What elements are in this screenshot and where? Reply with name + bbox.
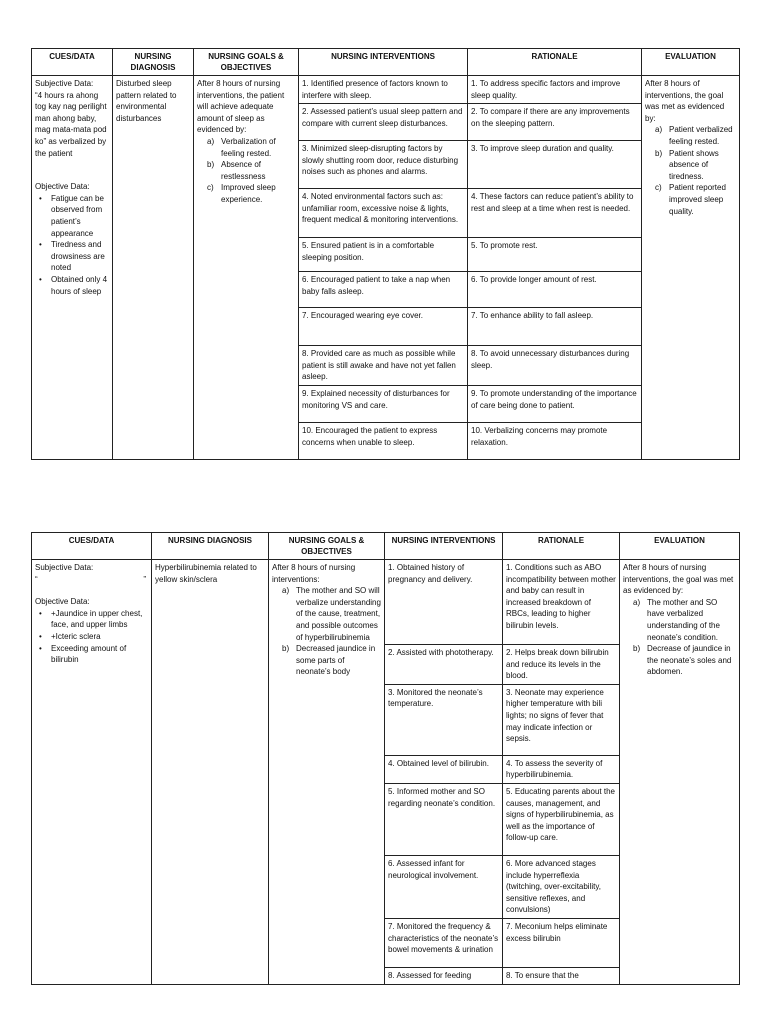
intervention-cell: 1. Obtained history of pregnancy and delivery. <box>385 560 503 645</box>
intervention-cell: 1. Identified presence of factors known to interfere with sleep. <box>299 76 468 104</box>
goals-intro: After 8 hours of nursing interventions, the patient will achieve adequate amount of sleep as evidenced by: <box>197 79 285 135</box>
list-item: b) Absence of restlessness <box>207 160 266 181</box>
intervention-cell: 7. Encouraged wearing eye cover. <box>299 308 468 346</box>
intervention-cell: 2. Assessed patient’s usual sleep pattern and compare with current sleep disturbances. <box>299 104 468 141</box>
cues-cell <box>32 76 113 460</box>
intervention-cell: 8. Provided care as much as possible while patient is still awake and have not yet fallen asleep. <box>299 346 468 386</box>
rationale-cell: 8. To ensure that the <box>503 967 620 984</box>
rationale-cell: 2. To compare if there are any improvements on the sleeping pattern. <box>468 104 642 141</box>
intervention-cell: 4. Obtained level of bilirubin. <box>385 755 503 783</box>
rationale-cell: 4. These factors can reduce patient’s ability to rest and sleep at a time when rest is needed. <box>468 189 642 238</box>
list-item: a) The mother and SO will verbalize understanding of the cause, treatment, and possible outcomes of hyperbilirubinemia <box>282 586 381 642</box>
list-item: a) Patient verbalized feeling rested. <box>655 125 733 146</box>
diagnosis-cell: Disturbed sleep pattern related to environmental disturbances <box>113 76 194 460</box>
care-plan-table-2 <box>31 532 739 985</box>
rationale-cell: 1. Conditions such as ABO incompatibility between mother and baby can result in increased breakdown of RBCs, leading to higher bilirubin levels. <box>503 560 620 645</box>
list-item: c) Patient reported improved sleep quality. <box>655 183 726 216</box>
header-evaluation: EVALUATION <box>642 49 740 76</box>
header-rationale: RATIONALE <box>503 533 620 560</box>
list-item: b) Decreased jaundice in some parts of neonate’s body <box>282 644 376 677</box>
header-interventions: NURSING INTERVENTIONS <box>385 533 503 560</box>
intervention-cell: 4. Noted environmental factors such as: unfamiliar room, excessive noise & lights, frequent medical & monitoring interventions. <box>299 189 468 238</box>
rationale-cell: 5. Educating parents about the causes, management, and signs of hyperbilirubinemia, as well as the importance of follow-up care. <box>503 783 620 855</box>
intervention-cell: 7. Monitored the frequency & characteristics of the neonate’s bowel movements & urination <box>385 918 503 967</box>
rationale-cell: 1. To address specific factors and improve sleep quality. <box>468 76 642 104</box>
intervention-cell: 2. Assisted with phototherapy. <box>385 645 503 685</box>
list-item: • Exceeding amount of bilirubin <box>51 643 148 666</box>
subjective-quote: “ ” <box>35 574 146 584</box>
evaluation-cell <box>620 560 740 985</box>
evaluation-list <box>645 124 736 217</box>
objective-label: Objective Data: <box>35 597 90 607</box>
intervention-cell: 10. Encouraged the patient to express concerns when unable to sleep. <box>299 422 468 459</box>
rationale-cell: 4. To assess the severity of hyperbilirubinemia. <box>503 755 620 783</box>
rationale-cell: 8. To avoid unnecessary disturbances during sleep. <box>468 346 642 386</box>
rationale-cell: 6. To provide longer amount of rest. <box>468 272 642 308</box>
care-plan-table-1 <box>31 48 739 460</box>
intervention-cell: 5. Informed mother and SO regarding neonate’s condition. <box>385 783 503 855</box>
objective-label: Objective Data: <box>35 182 90 192</box>
rationale-cell: 7. To enhance ability to fall asleep. <box>468 308 642 346</box>
header-goals: NURSING GOALS & OBJECTIVES <box>269 533 385 560</box>
list-item: • +Jaundice in upper chest, face, and upper limbs <box>51 608 148 631</box>
subjective-label: Subjective Data: <box>35 563 94 572</box>
list-item: b) Decrease of jaundice in the neonate’s soles and abdomen. <box>633 644 732 677</box>
intervention-cell: 6. Encouraged patient to take a nap when baby falls asleep. <box>299 272 468 308</box>
header-cues: CUES/DATA <box>32 533 152 560</box>
goals-list <box>197 136 295 206</box>
intervention-cell: 3. Minimized sleep-disrupting factors by slowly shutting room door, reduce disturbing noises such as phones and alarms. <box>299 141 468 189</box>
header-interventions: NURSING INTERVENTIONS <box>299 49 468 76</box>
rationale-cell: 10. Verbalizing concerns may promote relaxation. <box>468 422 642 459</box>
care-plan-hyperbilirubinemia <box>31 532 740 985</box>
table-row <box>32 76 740 104</box>
header-evaluation: EVALUATION <box>620 533 740 560</box>
intervention-cell: 9. Explained necessity of disturbances for monitoring VS and care. <box>299 385 468 422</box>
evaluation-list <box>623 597 736 678</box>
intervention-cell: 8. Assessed for feeding <box>385 967 503 984</box>
header-diagnosis: NURSING DIAGNOSIS <box>152 533 269 560</box>
intervention-cell: 6. Assessed infant for neurological involvement. <box>385 855 503 918</box>
header-cues: CUES/DATA <box>32 49 113 76</box>
list-item: • Obtained only 4 hours of sleep <box>51 274 109 297</box>
rationale-cell: 5. To promote rest. <box>468 238 642 272</box>
goals-cell <box>269 560 385 985</box>
rationale-cell: 2. Helps break down bilirubin and reduce its levels in the blood. <box>503 645 620 685</box>
objective-list <box>35 193 109 297</box>
objective-list <box>35 608 148 666</box>
list-item: a) Verbalization of feeling rested. <box>207 136 276 158</box>
subjective-text: “4 hours ra ahong tog kay nag perilight man ahong baby, mag mata-mata pod ko” as verbalized by the patient <box>35 90 107 158</box>
header-row <box>32 533 740 560</box>
rationale-cell: 3. Neonate may experience higher temperature with bili lights; no signs of fever that may indicate infection or sepsis. <box>503 684 620 755</box>
header-row <box>32 49 740 76</box>
rationale-cell: 6. More advanced stages include hyperreflexia (twitching, over-excitability, sensitive reflexes, and convulsions) <box>503 855 620 918</box>
list-item: • Fatigue can be observed from patient’s appearance <box>51 193 109 239</box>
list-item: c) Improved sleep experience. <box>207 183 276 204</box>
header-goals: NURSING GOALS & OBJECTIVES <box>194 49 299 76</box>
evaluation-cell <box>642 76 740 460</box>
list-item: b) Patient shows absence of tiredness. <box>655 148 719 181</box>
evaluation-intro: After 8 hours of nursing interventions, the goal was met as evidenced by: <box>623 563 734 596</box>
intervention-cell: 3. Monitored the neonate’s temperature. <box>385 684 503 755</box>
diagnosis-cell: Hyperbilirubinemia related to yellow skin/sclera <box>152 560 269 985</box>
evaluation-intro: After 8 hours of interventions, the goal was met as evidenced by: <box>645 79 725 123</box>
goals-list <box>272 585 381 678</box>
rationale-cell: 3. To improve sleep duration and quality. <box>468 141 642 189</box>
header-diagnosis: NURSING DIAGNOSIS <box>113 49 194 76</box>
cues-cell <box>32 560 152 985</box>
rationale-cell: 7. Meconium helps eliminate excess bilirubin <box>503 918 620 967</box>
list-item: a) The mother and SO have verbalized understanding of the neonate’s condition. <box>633 597 720 642</box>
goals-intro: After 8 hours of nursing interventions: <box>272 563 356 584</box>
care-plan-sleep <box>31 48 740 460</box>
subjective-label: Subjective Data: <box>35 79 94 88</box>
goals-cell <box>194 76 299 460</box>
list-item: • +Icteric sclera <box>51 631 148 643</box>
rationale-cell: 9. To promote understanding of the importance of care being done to patient. <box>468 385 642 422</box>
header-rationale: RATIONALE <box>468 49 642 76</box>
list-item: • Tiredness and drowsiness are noted <box>51 239 109 274</box>
intervention-cell: 5. Ensured patient is in a comfortable sleeping position. <box>299 238 468 272</box>
table-row <box>32 560 740 645</box>
